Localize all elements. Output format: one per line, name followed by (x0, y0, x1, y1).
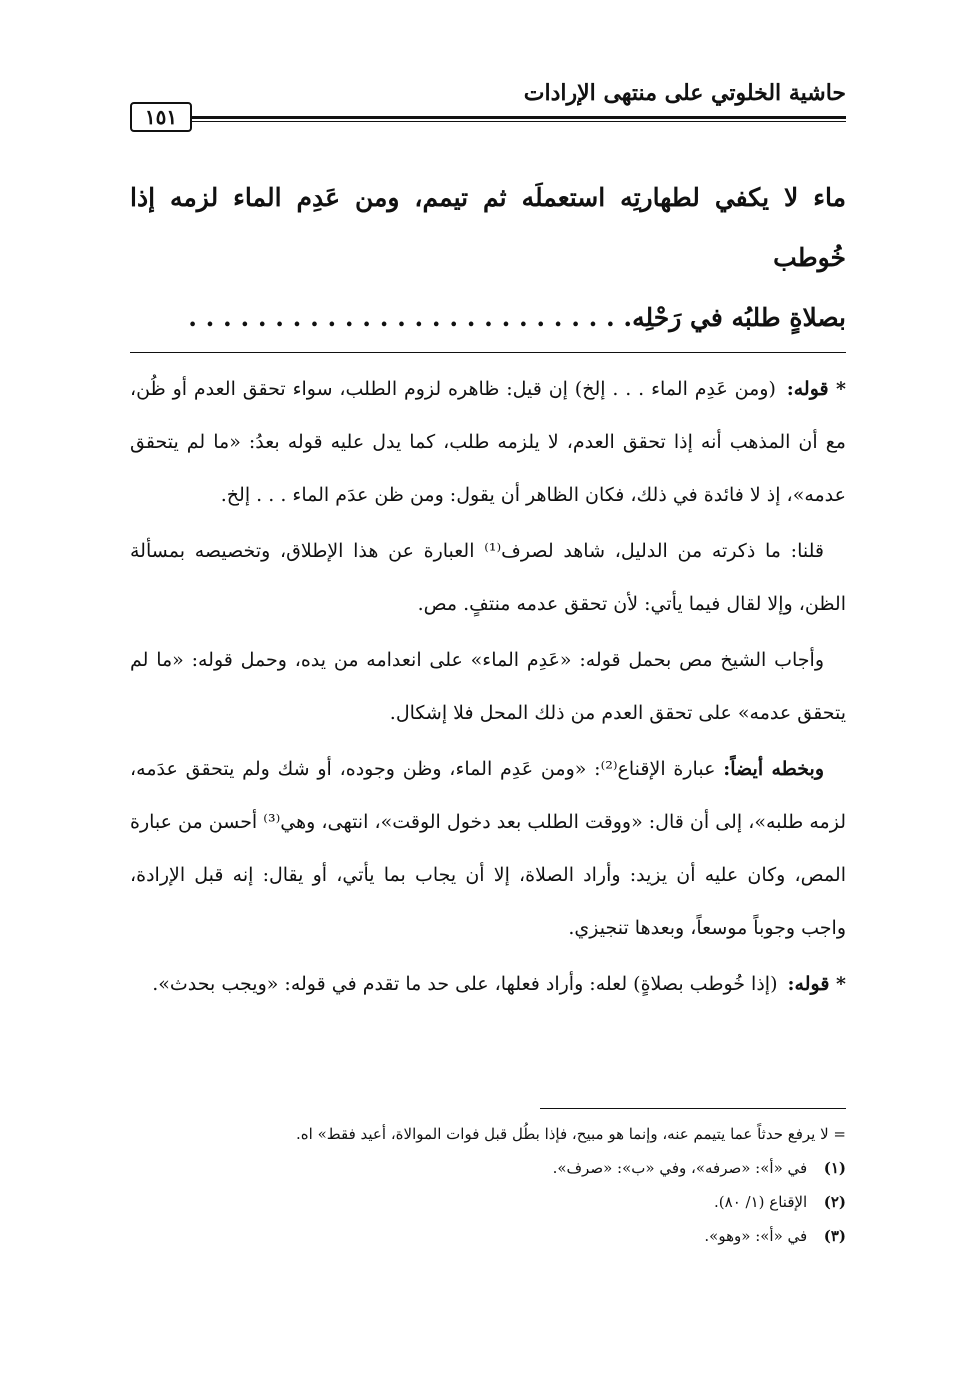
paragraph-lead: وبخطه أيضاً: (723, 758, 824, 780)
footnote-rule (540, 1108, 846, 1109)
footnote-item (130, 1151, 846, 1185)
book-title: حاشية الخلوتي على منتهى الإرادات (523, 80, 846, 106)
footnote-number: (٣) (823, 1227, 846, 1245)
matn-divider (130, 352, 846, 353)
commentary-paragraph (130, 958, 846, 1011)
paragraph-text: وأجاب الشيخ مص بحمل قوله: «عَدِم الماء» على انعدامه من يده، وحمل قوله: «ما لم يتحقق عدمه» على تحقق العدم من ذلك المحل فلا إشكال. (130, 649, 846, 724)
running-header (130, 70, 846, 129)
paragraph-lead: * قوله: (786, 378, 846, 400)
footnote-number: (١) (823, 1159, 846, 1177)
footnote-text: في «أ»: «وهو». (704, 1227, 808, 1245)
footnote-text: الإقناع (١/ ٨٠). (714, 1193, 808, 1211)
page-number: ١٥١ (130, 102, 192, 132)
paragraph-text: عبارة الإقناع⁽²⁾: «ومن عَدِم الماء، وظن وجوده، أو شك ولم يتحقق عدَمه، لزمه طلبه»، إلى أن قال: «ووقت الطلب بعد دخول الوقت»، انتهى، وهي⁽³⁾ أحسن من عبارة المص، وكان عليه أن يزيد: وأراد الصلاة، إلا أن يجاب بما يأتي، أو يقال: إنه قبل الإرادة، واجب وجوباً موسعاً، وبعدها تنجيزي. (130, 758, 846, 939)
commentary-paragraph (130, 363, 846, 522)
paragraph-text: قلنا: ما ذكرته من الدليل، شاهد لصرف⁽¹⁾ العبارة عن هذا الإطلاق، وتخصيصه بمسألة الظن، وإلا لقال فيما يأتي: لأن تحقق عدمه منتفٍ. مص. (130, 540, 846, 615)
footnotes (130, 1108, 846, 1253)
commentary-paragraph (130, 743, 846, 955)
header-rule (192, 116, 846, 122)
footnote-item (130, 1185, 846, 1219)
footnote-number: (٢) (823, 1193, 846, 1211)
matn-line: بصلاةٍ طلبُه في رَحْلِه. . . . . . . . . . . . . . . . . . . . . . . . . . (188, 303, 846, 332)
footnote-text: في «أ»: «صرفه»، وفي «ب»: «صرف». (552, 1159, 808, 1177)
matn-line: ماء لا يكفي لطهارتِه استعملَه ثم تيمم، ومن عَدِم الماء لزمه إذا خُوطب (130, 183, 846, 272)
matn-text (130, 168, 846, 348)
paragraph-lead: * قوله: (787, 973, 846, 995)
commentary-paragraph (130, 525, 846, 631)
commentary-paragraph (130, 634, 846, 740)
book-page (130, 70, 846, 1014)
footnote-item (130, 1219, 846, 1253)
commentary (130, 363, 846, 1011)
footnote-continuation: = لا يرفع حدثاً عما يتيمم عنه، وإنما هو مبيح، فإذا بطُل قبل فوات الموالاة، أعيد فقط» اه. (296, 1125, 846, 1143)
paragraph-text: (إذا خُوطب بصلاةٍ) لعله: وأراد فعلها، على حد ما تقدم في قوله: «ويجب بحدث». (152, 973, 778, 995)
paragraph-text: (ومن عَدِم الماء . . . إلخ) إن قيل: ظاهره لزوم الطلب، سواء تحقق العدم أو ظُن، مع أن المذهب أنه إذا تحقق العدم، لا يلزمه طلب، كما يدل عليه قوله بعدُ: «ما لم يتحقق عدمه»، إذ لا فائدة في ذلك، فكان الظاهر أن يقول: ومن ظن عدَم الماء . . . إلخ. (130, 378, 846, 506)
